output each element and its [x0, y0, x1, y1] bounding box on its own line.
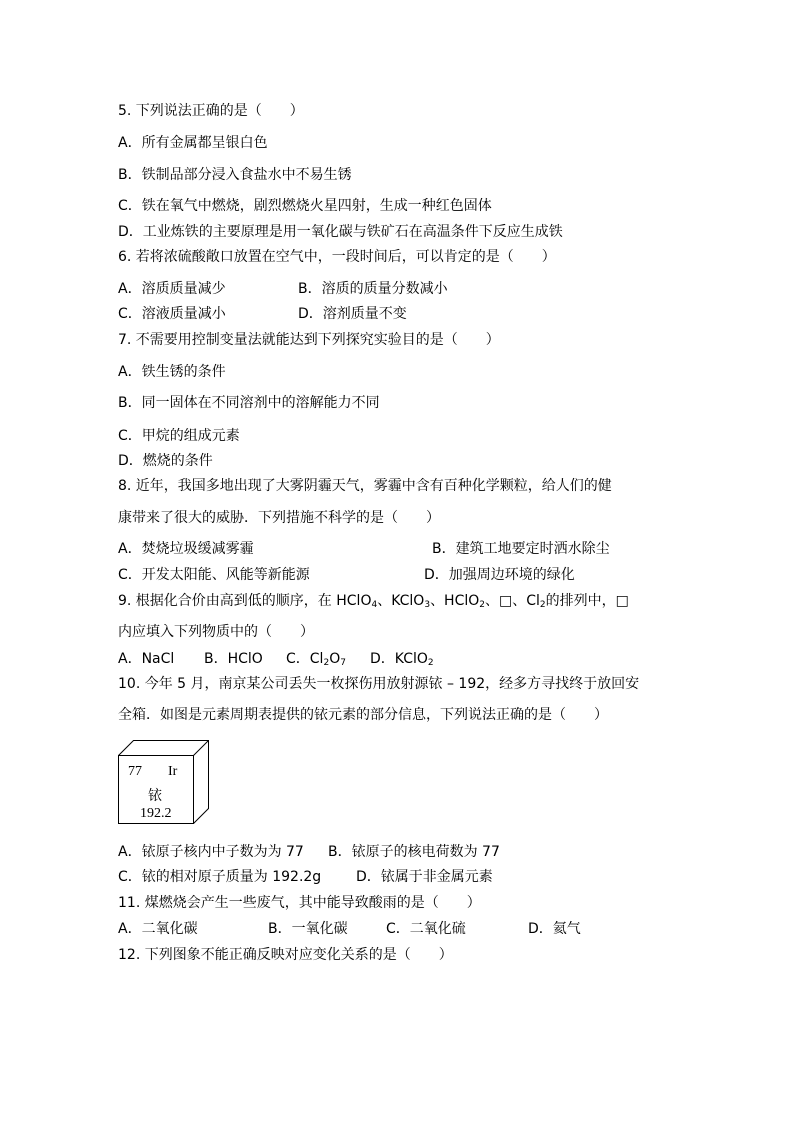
- question-9-options: [118, 650, 434, 668]
- element-symbol: Ir: [168, 764, 178, 779]
- question-9-option-a: A．NaCl: [118, 651, 175, 667]
- question-8-stem-line2: 康带来了很大的威胁．下列措施不科学的是（ ）: [118, 510, 440, 526]
- question-11-option-b: B．一氧化碳: [268, 921, 348, 937]
- question-6-option-d: D．溶剂质量不变: [298, 306, 407, 322]
- question-12-stem: 12. 下列图象不能正确反映对应变化关系的是（ ）: [118, 947, 453, 963]
- question-6-options-row2: [118, 305, 407, 323]
- question-10-options-row1: [118, 843, 500, 861]
- question-6-stem: 6. 若将浓硫酸敞口放置在空气中，一段时间后，可以肯定的是（ ）: [118, 249, 556, 265]
- element-name: 铱: [148, 788, 162, 804]
- question-6-option-b: B．溶质的质量分数减小: [298, 281, 448, 297]
- question-5-option-c: C．铁在氧气中燃烧，剧烈燃烧火星四射，生成一种红色固体: [118, 198, 492, 214]
- question-8-option-d: D．加强周边环境的绿化: [424, 567, 575, 583]
- question-6-options-row1: [118, 280, 448, 298]
- question-10-option-a: A．铱原子核内中子数为为 77: [118, 844, 304, 860]
- question-11-option-d: D．氦气: [528, 921, 581, 937]
- question-11-stem: 11. 煤燃烧会产生一些废气，其中能导致酸雨的是（ ）: [118, 895, 481, 911]
- question-8-options-row2: [118, 566, 575, 584]
- question-6-option-c: C．溶液质量减小: [118, 306, 226, 322]
- question-10-options-row2: [118, 868, 493, 886]
- question-9-stem-line2: 内应填入下列物质中的（ ）: [118, 624, 314, 640]
- question-10-option-b: B．铱原子的核电荷数为 77: [328, 844, 500, 860]
- question-8-option-b: B．建筑工地要定时洒水除尘: [432, 541, 610, 557]
- question-7-option-a: A．铁生锈的条件: [118, 364, 226, 380]
- atomic-number: 77: [128, 764, 142, 779]
- question-9-option-d: D．KClO$_2$: [370, 651, 434, 668]
- question-8-option-a: A．焚烧垃圾缓减雾霾: [118, 541, 254, 557]
- question-5-stem: 5. 下列说法正确的是（ ）: [118, 103, 304, 119]
- question-8-option-c: C．开发太阳能、风能等新能源: [118, 567, 310, 583]
- question-6-option-a: A．溶质质量减少: [118, 281, 226, 297]
- question-11-options: [118, 920, 581, 938]
- iridium-element-tile: [118, 740, 212, 824]
- question-9-option-c: C．$Cl_2O_7$: [286, 651, 346, 668]
- question-9-option-b: B．HClO: [204, 651, 263, 667]
- atomic-mass: 192.2: [140, 806, 172, 821]
- question-10-stem-line1: 10. 今年 5 月，南京某公司丢失一枚探伤用放射源铱 – 192，经多方寻找终于放回安: [118, 676, 640, 692]
- question-7-stem: 7. 不需要用控制变量法就能达到下列探究实验目的是（ ）: [118, 332, 500, 348]
- question-9-stem-line1: 9. 根据化合价由高到低的顺序，在 HClO$_4$、KClO$_3$、HClO$_2$、□、$Cl_2$的排列中，□: [118, 593, 629, 610]
- question-11-option-a: A．二氧化碳: [118, 921, 198, 937]
- question-7-option-d: D．燃烧的条件: [118, 453, 213, 469]
- question-10-option-c: C．铱的相对原子质量为 192.2g: [118, 869, 322, 885]
- question-8-stem-line1: 8. 近年，我国多地出现了大雾阴霾天气，雾霾中含有百种化学颗粒，给人们的健: [118, 478, 612, 494]
- question-5-option-b: B．铁制品部分浸入食盐水中不易生锈: [118, 167, 352, 183]
- question-5-option-d: D．工业炼铁的主要原理是用一氧化碳与铁矿石在高温条件下反应生成铁: [118, 224, 563, 240]
- question-8-options-row1: [118, 540, 610, 558]
- question-7-option-b: B．同一固体在不同溶剂中的溶解能力不同: [118, 395, 380, 411]
- question-11-option-c: C．二氧化硫: [386, 921, 466, 937]
- question-10-option-d: D．铱属于非金属元素: [356, 869, 493, 885]
- question-5-option-a: A．所有金属都呈银白色: [118, 135, 268, 151]
- question-10-stem-line2: 全箱．如图是元素周期表提供的铱元素的部分信息，下列说法正确的是（ ）: [118, 707, 608, 723]
- question-7-option-c: C．甲烷的组成元素: [118, 428, 240, 444]
